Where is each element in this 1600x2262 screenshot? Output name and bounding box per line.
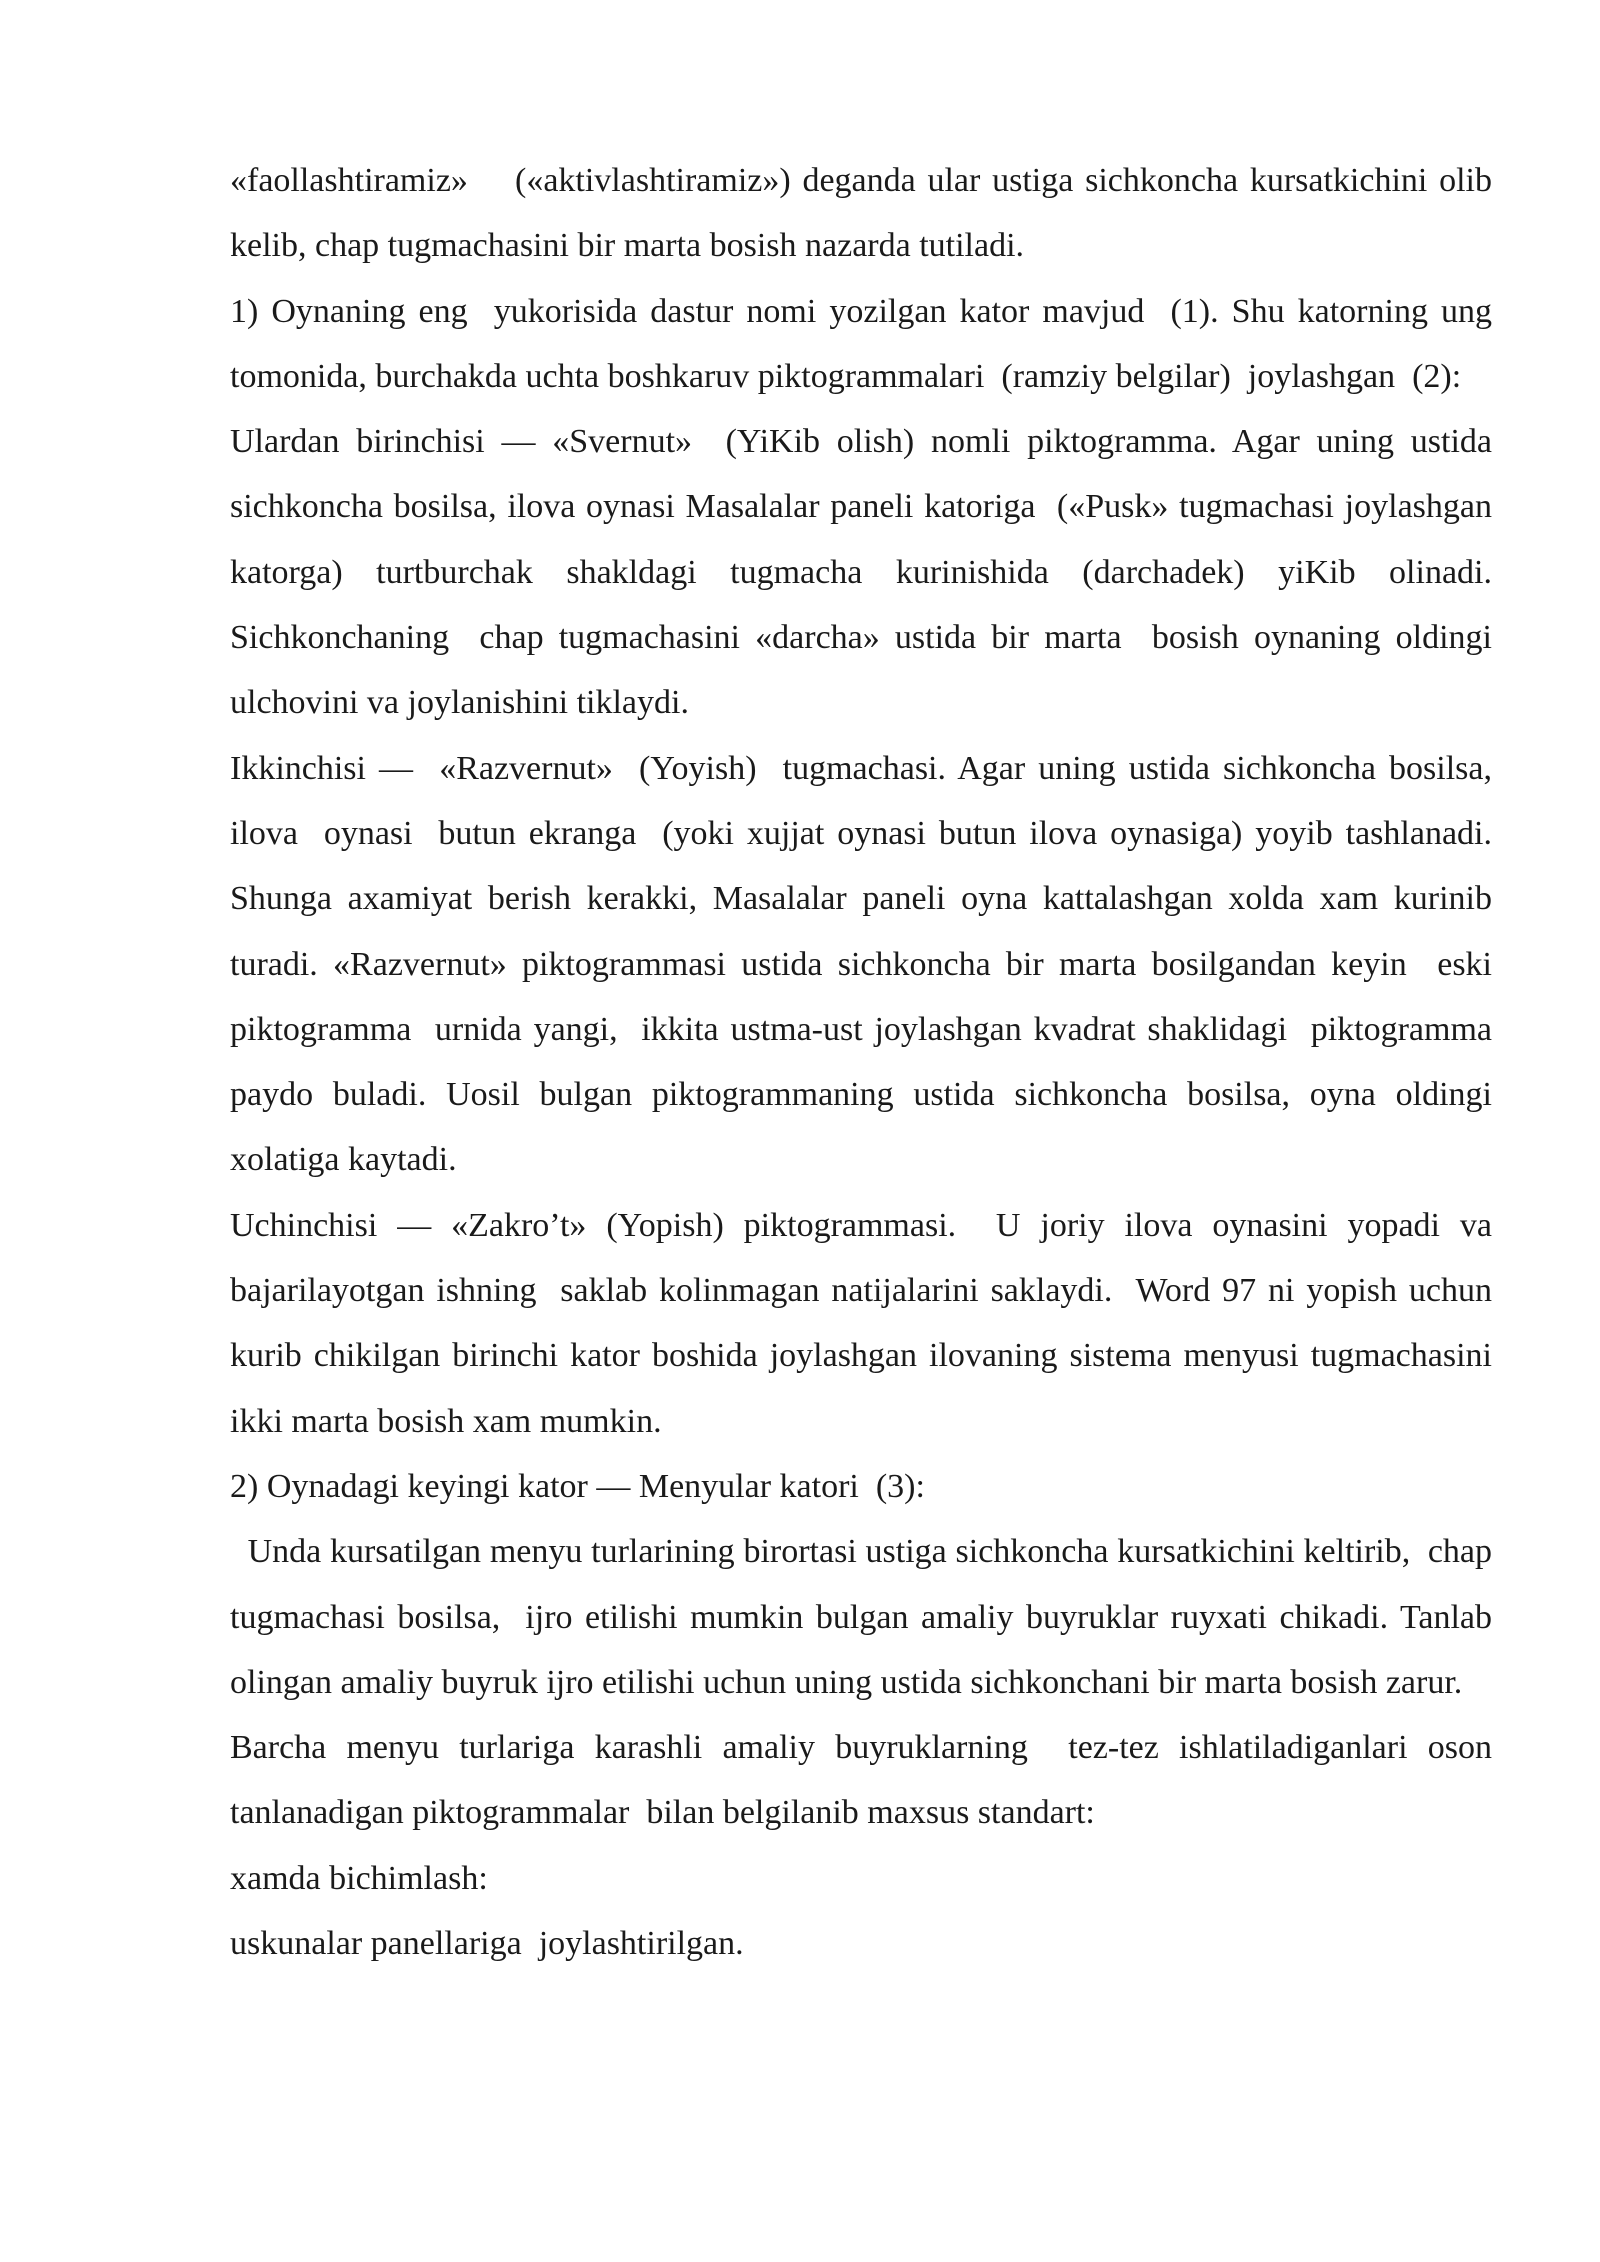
- paragraph-toolbars: uskunalar panellariga joylashtirilgan.: [230, 1925, 744, 1963]
- paragraph-minimize-button: Ulardan birinchisi — «Svernut» (YiKib olish) nomli piktogramma. Agar uning ustida sichkoncha bosilsa, ilova oynasi Masalalar paneli katoriga («Pusk» tugmachasi joylashgan katorga) turtburchak shakldagi tugmacha kurinishida (darchadek) yiKib olinadi. Sichkonchaning chap tugmachasini «darcha» ustida bir marta bosish oynaning oldingi ulchovini va joylanishini tiklaydi.: [230, 423, 1501, 722]
- paragraph-maximize-button: Ikkinchisi — «Razvernut» (Yoyish) tugmachasi. Agar uning ustida sichkoncha bosilsa, ilova oynasi butun ekranga (yoki xujjat oynasi butun ilova oynasiga) yoyib tashlanadi. Shunga axamiyat berish kerakki, Masalalar paneli oyna kattalashgan xolda xam kurinib turadi. «Razvernut» piktogrammasi ustida sichkoncha bir marta bosilgandan keyin eski piktogramma urnida yangi, ikkita ustma-ust joylashgan kvadrat shaklidagi piktogramma paydo buladi. Uosil bulgan piktogrammaning ustida sichkoncha bosilsa, oyna oldingi xolatiga kaytadi.: [230, 749, 1501, 1179]
- paragraph-title-bar: 1) Oynaning eng yukorisida dastur nomi yozilgan kator mavjud (1). Shu katorning ung tomonida, burchakda uchta boshkaruv piktogrammalari (ramziy belgilar) joylashgan (2):: [230, 292, 1501, 395]
- paragraph-formatting: xamda bichimlash:: [230, 1859, 488, 1897]
- paragraph-close-button: Uchinchisi — «Zakro’t» (Yopish) piktogrammasi. U joriy ilova oynasini yopadi va bajarilayotgan ishning saklab kolinmagan natijalarini saklaydi. Word 97 ni yopish uchun kurib chikilgan birinchi kator boshida joylashgan ilovaning sistema menyusi tugmachasini ikki marta bosish xam mumkin.: [230, 1206, 1509, 1440]
- document-body: [230, 148, 1509, 1976]
- paragraph-menu-usage: Unda kursatilgan menyu turlarining birortasi ustiga sichkoncha kursatkichini keltirib, chap tugmachasi bosilsa, ijro etilishi mumkin bulgan amaliy buyruklar ruyxati chikadi. Tanlab olingan amaliy buyruk ijro etilishi uchun uning ustida sichkonchani bir marta bosish zarur.: [230, 1533, 1501, 1701]
- paragraph-activate-definition: «faollashtiramiz» («aktivlashtiramiz») deganda ular ustiga sichkoncha kursatkichini olib kelib, chap tugmachasini bir marta bosish nazarda tutiladi.: [230, 162, 1501, 265]
- paragraph-menu-bar: 2) Oynadagi keyingi kator — Menyular katori (3):: [230, 1467, 925, 1505]
- paragraph-toolbar-intro: Barcha menyu turlariga karashli amaliy buyruklarning tez-tez ishlatiladiganlari oson tanlanadigan piktogrammalar bilan belgilanib maxsus standart:: [230, 1729, 1501, 1832]
